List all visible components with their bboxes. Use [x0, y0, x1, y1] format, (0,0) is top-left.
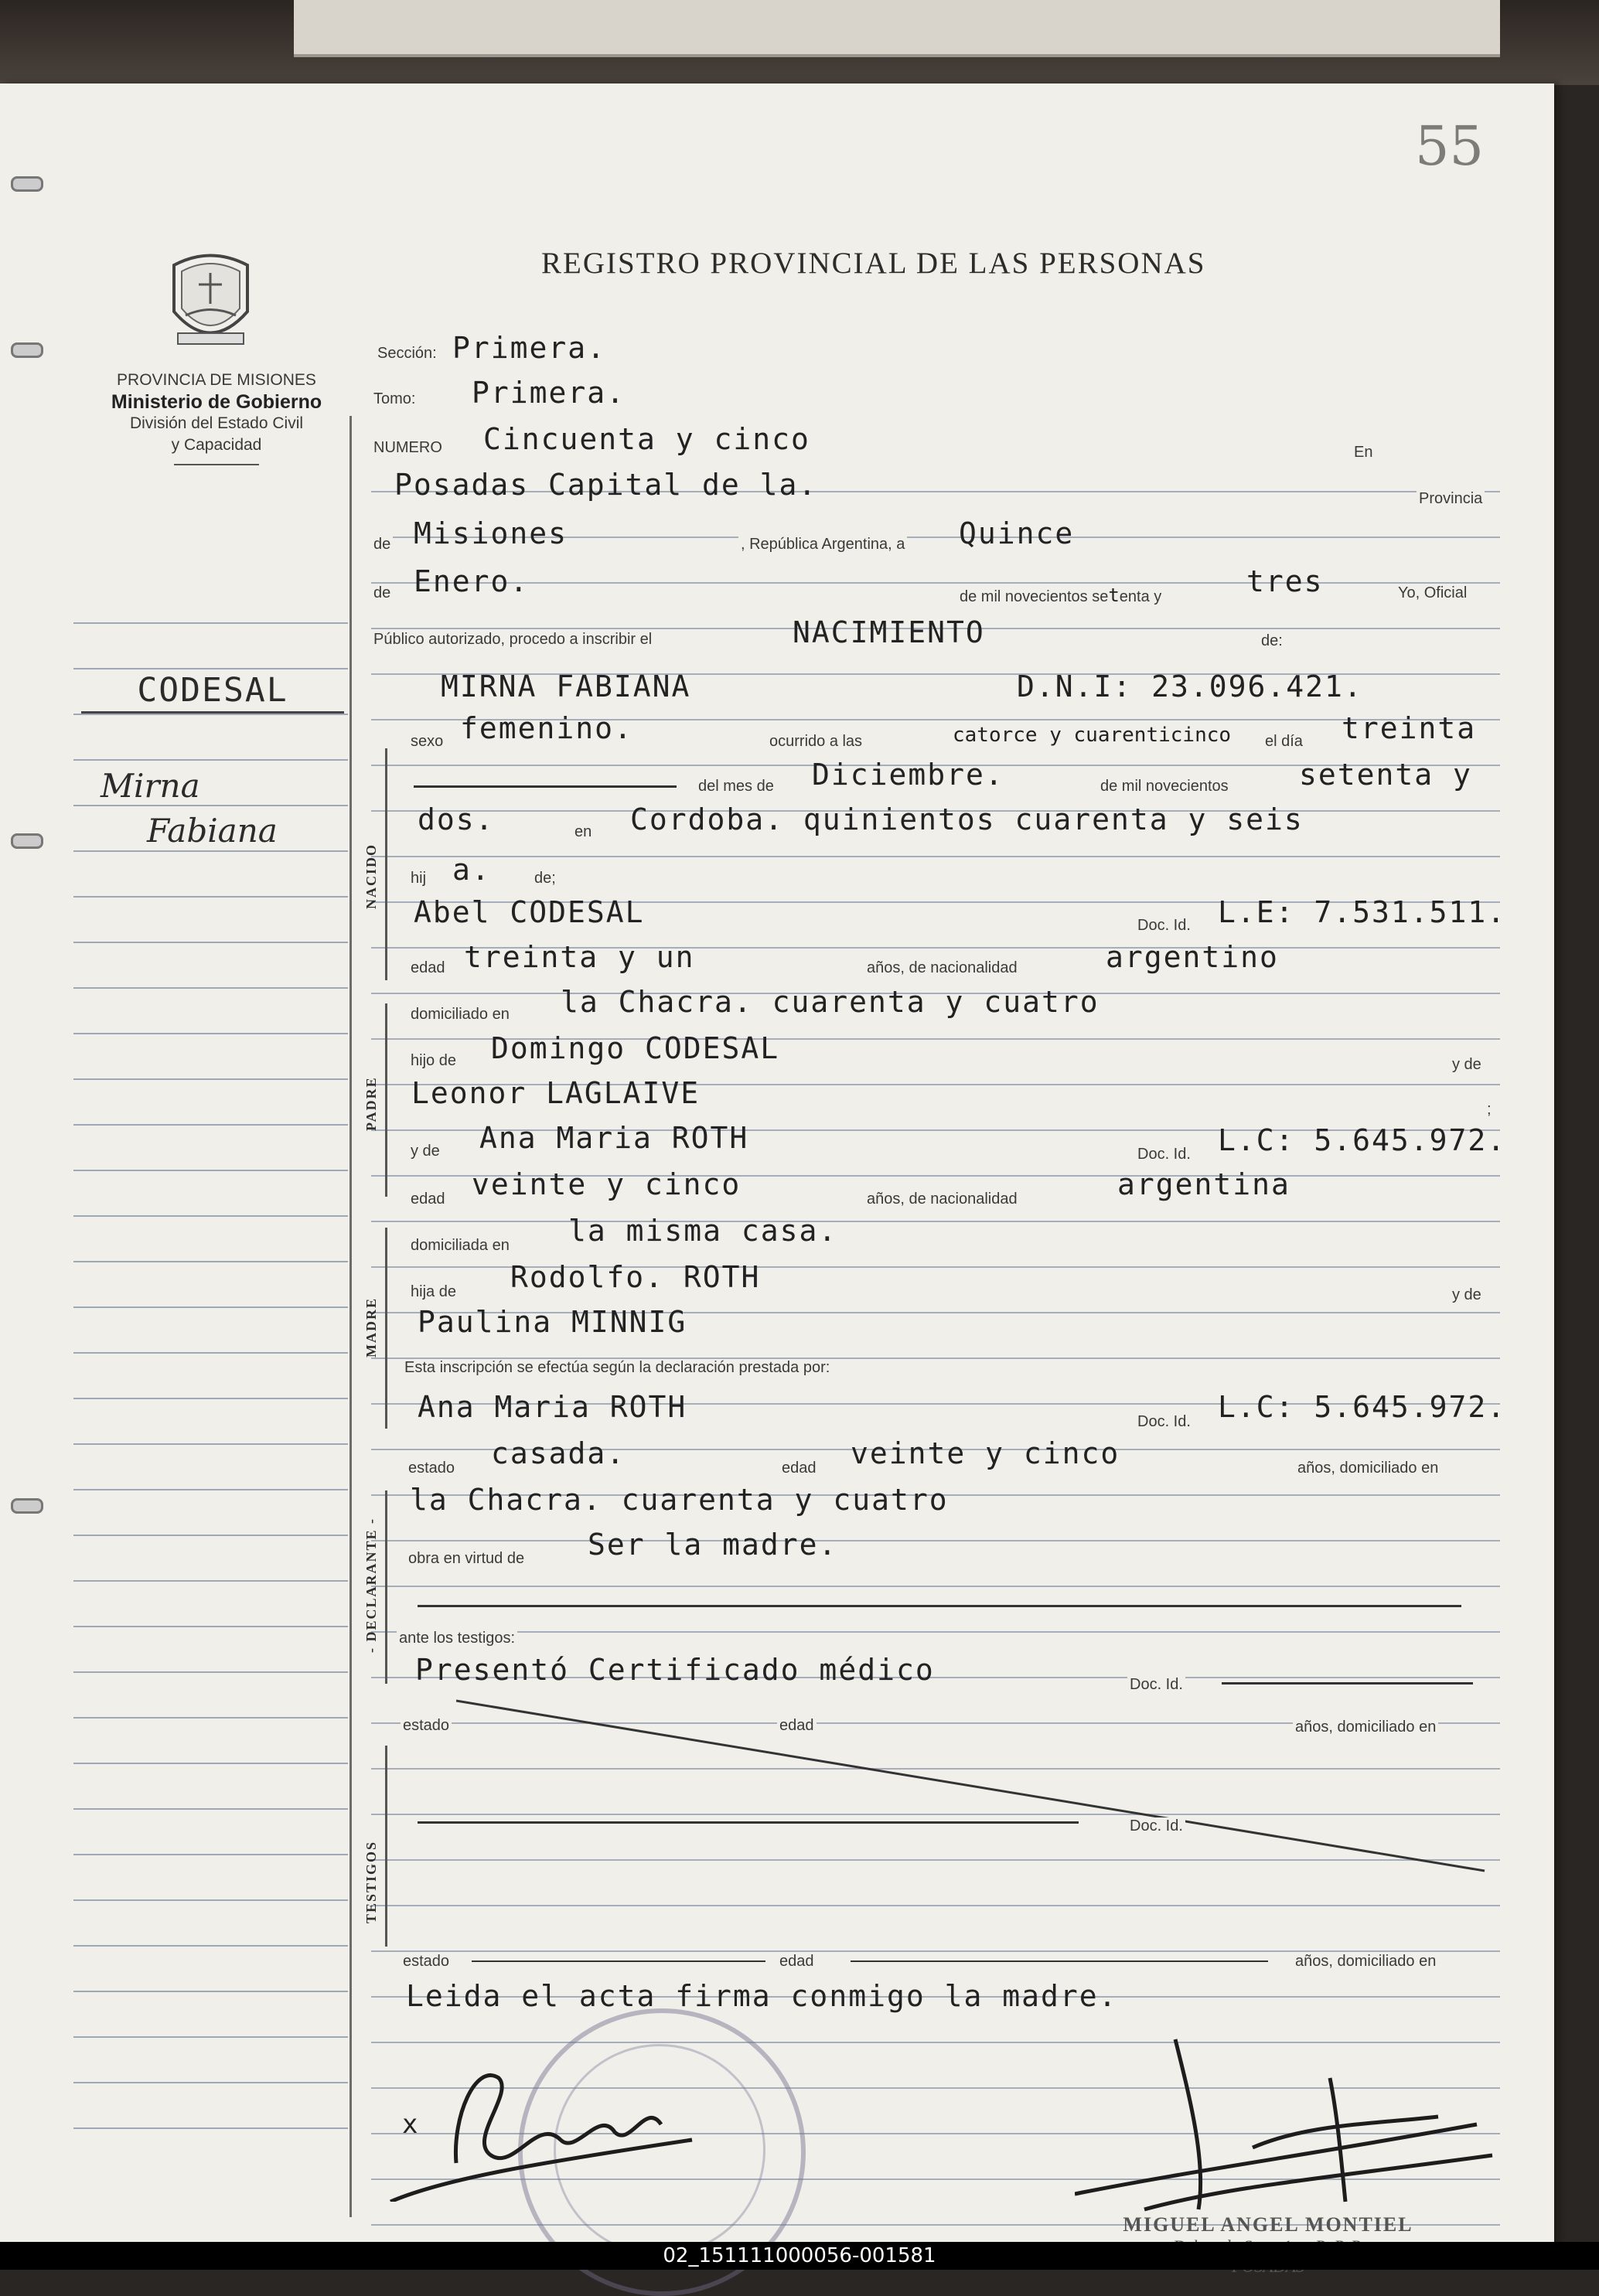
ministry-rule	[174, 464, 259, 465]
label-numero: NUMERO	[371, 439, 445, 457]
label-doc-id: Doc. Id.	[1127, 1817, 1185, 1835]
value-padre-padre: Domingo CODESAL	[491, 1031, 780, 1065]
x-mark: x	[402, 2109, 420, 2140]
binder-ring	[11, 1498, 43, 1514]
section-bracket	[385, 748, 387, 980]
value-cierre: Leida el acta firma conmigo la madre.	[406, 1979, 1118, 2013]
official-name: MIGUEL ANGEL MONTIEL	[1123, 2213, 1413, 2236]
value-decl-dom: la Chacra. cuarenta y cuatro	[410, 1483, 949, 1517]
image-caption: 02_151111000056-001581	[0, 2242, 1599, 2270]
provincial-seal	[159, 242, 263, 358]
label-provincia: Provincia	[1417, 490, 1485, 508]
value-mes-nac: Diciembre.	[812, 758, 1004, 792]
label-inscripcion: Esta inscripción se efectúa según la declaración prestada por:	[402, 1359, 832, 1377]
value-tomo: Primera.	[472, 376, 626, 410]
margin-given-names	[101, 764, 348, 853]
label-anos-dom: años, domiciliado en	[1293, 1953, 1438, 1971]
value-anio: tres	[1246, 564, 1324, 598]
label-yo-oficial: Yo, Oficial	[1396, 584, 1469, 602]
label-edad: edad	[408, 1191, 448, 1208]
label-ocurrido: ocurrido a las	[767, 733, 864, 751]
label-publico: Público autorizado, procedo a inscribir el	[371, 631, 654, 649]
value-padre-doc: L.E: 7.531.511.	[1218, 895, 1507, 929]
label-hija-de: hija de	[408, 1283, 459, 1301]
book-spine-strip	[294, 0, 1500, 57]
section-label-declarante: - DECLARANTE -	[363, 1517, 379, 1653]
value-provincia: Misiones	[414, 516, 568, 550]
label-domiciliada: domiciliada en	[408, 1237, 512, 1255]
value-decl-estado: casada.	[491, 1436, 626, 1470]
section-bracket	[385, 1746, 387, 1947]
ministry-line: División del Estado Civil	[129, 414, 304, 432]
witness-cross-out	[456, 1691, 1500, 1877]
value-madre-dom: la misma casa.	[568, 1214, 838, 1248]
label-anos-dom: años, domiciliado en	[1293, 1719, 1438, 1736]
section-label-nacido: NACIDO	[363, 843, 379, 909]
label-en: en	[572, 823, 594, 841]
blank-strike	[472, 1960, 765, 1962]
label-de: de;	[532, 870, 558, 887]
value-hora: catorce y cuarenticinco	[953, 724, 1232, 747]
label-hijo-de: hijo de	[408, 1052, 459, 1070]
value-dia-nac: treinta	[1342, 711, 1477, 745]
margin-surname: CODESAL	[81, 671, 344, 714]
label-de: de	[371, 536, 393, 554]
margin-given-2: Fabiana	[147, 812, 278, 850]
official-signature	[1075, 2008, 1508, 2225]
value-decl-obra: Ser la madre.	[588, 1528, 838, 1562]
label-mil-novecientos: de mil novecientos setenta y	[957, 584, 1164, 606]
binder-ring	[11, 833, 43, 849]
label-estado: estado	[401, 1953, 452, 1971]
label-mil-nov: de mil novecientos	[1098, 778, 1231, 795]
section-bracket	[385, 1003, 387, 1197]
value-hij-suffix: a.	[452, 853, 491, 887]
value-seccion: Primera.	[452, 331, 607, 365]
section-label-madre: MADRE	[363, 1297, 379, 1358]
value-dni: D.N.I: 23.096.421.	[1017, 669, 1363, 703]
label-edad: edad	[777, 1953, 817, 1971]
value-padre-edad: treinta y un	[464, 940, 695, 974]
value-padre-nac: argentino	[1106, 940, 1279, 974]
label-anos-dom: años, domiciliado en	[1295, 1460, 1440, 1477]
label-en: En	[1352, 444, 1375, 462]
margin-divider	[349, 416, 352, 2217]
label-de-colon: de:	[1259, 632, 1285, 650]
value-decl-edad: veinte y cinco	[851, 1436, 1120, 1470]
blank-strike	[418, 1821, 1079, 1824]
label-edad: edad	[408, 959, 448, 977]
label-doc-id: Doc. Id.	[1135, 1146, 1193, 1163]
ministry-line: y Capacidad	[171, 436, 262, 454]
ministry-name: Ministerio de Gobierno	[111, 391, 322, 413]
blank-strike	[418, 1605, 1461, 1607]
label-doc-id: Doc. Id.	[1127, 1676, 1185, 1694]
value-madre-edad: veinte y cinco	[472, 1167, 742, 1201]
blank-strike	[414, 785, 677, 788]
value-lugar: Posadas Capital de la.	[394, 468, 818, 502]
label-edad: edad	[779, 1460, 819, 1477]
value-padre-dom: la Chacra. cuarenta y cuatro	[561, 985, 1100, 1019]
label-y-de: y de	[1450, 1056, 1484, 1074]
ministry-header	[77, 370, 356, 465]
register-page	[0, 83, 1554, 2245]
label-seccion: Sección:	[375, 345, 439, 363]
value-madre-nombre: Ana Maria ROTH	[479, 1121, 749, 1155]
value-padre-nombre: Abel CODESAL	[414, 895, 645, 929]
label-ante: ante los testigos:	[397, 1630, 517, 1647]
label-y-de: y de	[408, 1143, 442, 1160]
value-acto: NACIMIENTO	[793, 615, 985, 649]
label-republica: , República Argentina, a	[738, 536, 907, 554]
label-doc-id: Doc. Id.	[1135, 917, 1193, 935]
label-semicolon: ;	[1485, 1101, 1494, 1119]
label-y-de: y de	[1450, 1286, 1484, 1304]
blank-strike	[1222, 1682, 1473, 1685]
value-anio-nac-1: setenta y	[1299, 758, 1472, 792]
label-anos-nac: años, de nacionalidad	[864, 1191, 1020, 1208]
value-sexo: femenino.	[460, 711, 633, 745]
value-decl-doc: L.C: 5.645.972.	[1218, 1390, 1507, 1424]
value-madre-madre: Paulina MINNIG	[418, 1305, 687, 1339]
value-mes: Enero.	[414, 564, 530, 598]
value-padre-madre: Leonor LAGLAIVE	[411, 1076, 701, 1110]
value-numero: Cincuenta y cinco	[483, 422, 810, 456]
blank-strike	[851, 1960, 1268, 1962]
value-lugar-nac: Cordoba. quinientos cuarenta y seis	[630, 802, 1304, 836]
label-domiciliado: domiciliado en	[408, 1006, 512, 1024]
mother-signature	[383, 2047, 707, 2202]
section-label-padre: PADRE	[363, 1076, 379, 1131]
value-madre-nac: argentina	[1117, 1167, 1290, 1201]
value-dia: Quince	[959, 516, 1075, 550]
label-estado: estado	[406, 1460, 457, 1477]
page-number: 55	[1415, 114, 1485, 178]
value-madre-doc: L.C: 5.645.972.	[1218, 1123, 1507, 1157]
value-testigos-nota: Presentó Certificado médico	[415, 1653, 935, 1687]
value-nombre: MIRNA FABIANA	[441, 669, 691, 703]
label-estado: estado	[401, 1717, 452, 1735]
margin-given-1: Mirna	[101, 767, 200, 805]
value-decl-nombre: Ana Maria ROTH	[418, 1390, 687, 1424]
label-obra: obra en virtud de	[406, 1550, 527, 1568]
section-bracket	[385, 1490, 387, 1684]
value-decada: t	[1108, 584, 1120, 606]
binder-ring	[11, 342, 43, 358]
label-anos-nac: años, de nacionalidad	[864, 959, 1020, 977]
value-madre-padre: Rodolfo. ROTH	[510, 1260, 761, 1294]
ministry-line: PROVINCIA DE MISIONES	[117, 371, 316, 389]
section-bracket	[385, 1228, 387, 1429]
label-del-mes: del mes de	[696, 778, 776, 795]
section-label-testigos: TESTIGOS	[363, 1840, 379, 1923]
binder-ring	[11, 176, 43, 192]
label-doc-id: Doc. Id.	[1135, 1413, 1193, 1431]
label-tomo: Tomo:	[371, 390, 418, 408]
label-el-dia: el día	[1263, 733, 1305, 751]
label-de: de	[371, 584, 393, 602]
label-edad: edad	[777, 1717, 817, 1735]
page-title: REGISTRO PROVINCIAL DE LAS PERSONAS	[541, 247, 1206, 280]
label-sexo: sexo	[408, 733, 445, 751]
label-hij: hij	[408, 870, 428, 887]
value-anio-nac-2: dos.	[418, 802, 495, 836]
